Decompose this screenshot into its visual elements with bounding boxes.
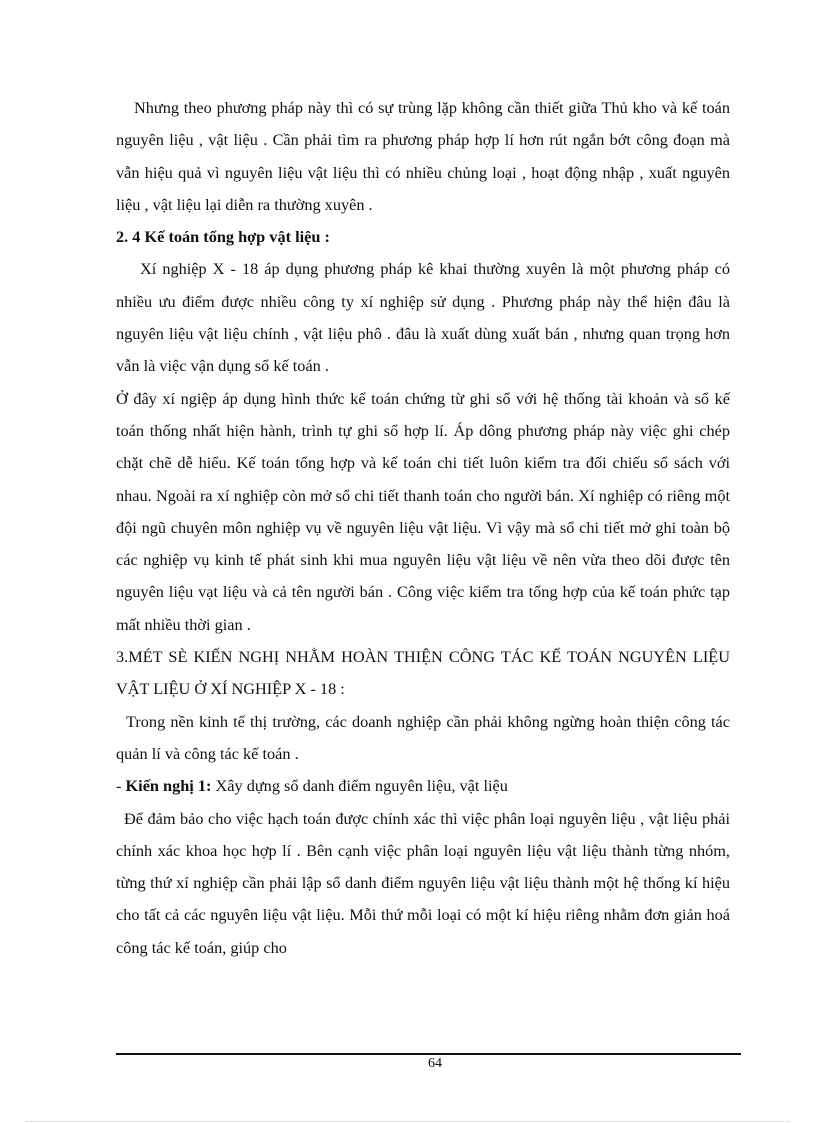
recommendation-1 (116, 770, 730, 802)
section-heading-2-4: 2. 4 Kế toán tổng hợp vật liệu : (116, 227, 330, 247)
paragraph-chung-tu-ghi-so: Ở đây xí ngiệp áp dụng hình thức kế toán chứng từ ghi sổ với hệ thống tài khoản và sổ kế toán thống nhất hiện hành, trình tự ghi sổ hợp lí. Áp dông phương pháp này việc ghi chép chặt chẽ dễ hiểu. Kế toán tổng hợp và kế toán chi tiết luôn kiểm tra đối chiếu sổ sách với nhau. Ngoài ra xí nghiệp còn mở sổ chi tiết thanh toán cho người bán. Xí nghiệp có riêng một đội ngũ chuyên môn nghiệp vụ về nguyên liệu vật liệu. Vì vậy mà sổ chi tiết mở ghi toàn bộ các nghiệp vụ kinh tế phát sinh khi mua nguyên liệu vật liệu về nên vừa theo dõi được tên nguyên liệu vạt liệu và cả tên người bán . Công việc kiểm tra tổng hợp của kế toán phức tạp mất nhiều thời gian . (116, 388, 730, 634)
page-number: 64 (428, 1056, 442, 1071)
paragraph-ke-khai: Xí nghiệp X - 18 áp dụng phương pháp kê khai thường xuyên là một phương pháp có nhiều ưu điểm được nhiều công ty xí nghiệp sử dụng . Phương pháp này thể hiện đâu là nguyên liệu vật liệu chính , vật liệu phô . đâu là xuất dùng xuất bán , nhưng quan trọng hơn vẫn là việc vận dụng sổ kế toán . (116, 259, 730, 376)
recommendation-prefix: - (116, 776, 126, 796)
paragraph-nen-kinh-te: Trong nền kinh tế thị trường, các doanh nghiệp cần phải không ngừng hoàn thiện công tác quản lí và công tác kế toán . (116, 711, 730, 763)
recommendation-label: Kiến nghị 1: (125, 776, 212, 796)
paragraph-trung-lap: Nhưng theo phương pháp này thì có sự trùng lặp không cần thiết giữa Thủ kho và kế toán nguyên liệu , vật liệu . Cần phải tìm ra phương pháp hợp lí hơn rút ngắn bớt công đoạn mà vẫn hiệu quả vì nguyên liệu vật liệu thì có nhiều chủng loại , hoạt động nhập , xuất nguyên liệu , vật liệu lại diễn ra thường xuyên . (116, 98, 730, 214)
page-body (116, 92, 730, 964)
paragraph-danh-diem: Để đảm bảo cho việc hạch toán được chính xác thì việc phân loại nguyên liệu , vật liệu phải chính xác khoa học hợp lí . Bên cạnh việc phân loại nguyên liệu vật liệu thành từng nhóm, từng thứ xí nghiệp cần phải lập sổ danh điểm nguyên liệu vật liệu thành một hệ thống kí hiệu cho tất cả các nguyên liệu vật liệu. Mỗi thứ mỗi loại có một kí hiệu riêng nhằm đơn giản hoá công tác kế toán, giúp cho (116, 808, 730, 957)
section-heading-3: 3.MÉT SÈ KIẾN NGHỊ NHẰM HOÀN THIỆN CÔNG TÁC KẾ TOÁN NGUYÊN LIỆU VẬT LIỆU Ở XÍ NGHIỆP X - 18 : (116, 647, 730, 699)
recommendation-text: Xây dựng sổ danh điểm nguyên liệu, vật liệu (211, 776, 508, 796)
page-edge-dotted-line (26, 1121, 790, 1122)
